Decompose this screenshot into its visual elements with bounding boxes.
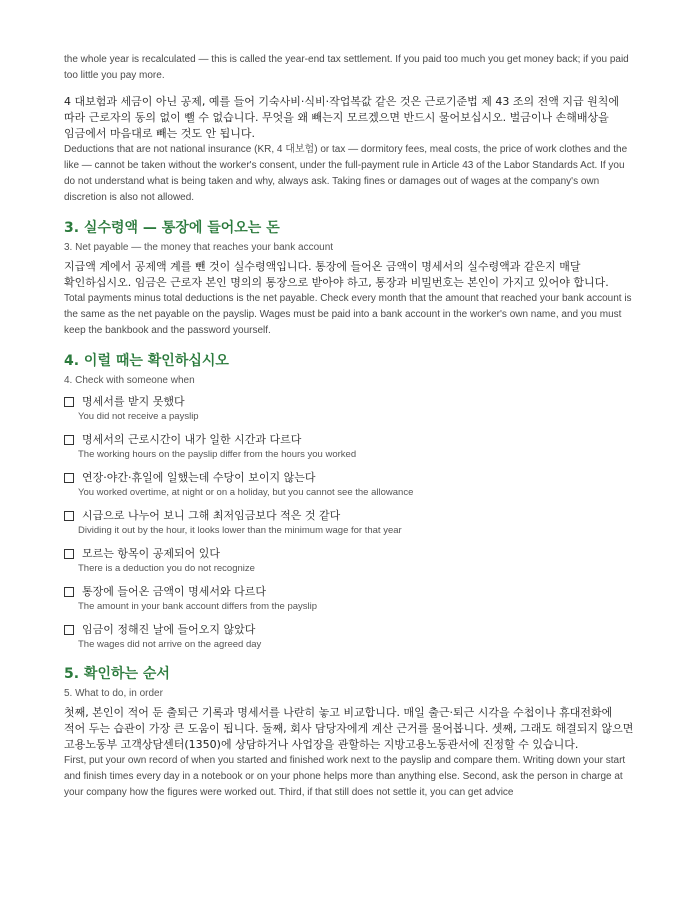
checklist-item-en: The working hours on the payslip differ from the hours you worked <box>78 449 357 460</box>
checkbox-icon[interactable] <box>64 397 74 407</box>
checklist-item-en: There is a deduction you do not recognize <box>78 563 255 574</box>
checklist-item <box>64 546 634 576</box>
checklist-item <box>64 432 634 462</box>
section-3-paragraph-ko: 지급액 계에서 공제액 계를 뺀 것이 실수령액입니다. 통장에 들어온 금액이 명세서의 실수령액과 같은지 매달 확인하십시오. 임금은 근로자 본인 명의의 통장으로 받아야 하고, 통장과 비밀번호는 본인이 가지고 있어야 합니다. <box>64 260 609 289</box>
section-3-title: 3. 실수령액 — 통장에 들어오는 돈 <box>64 220 280 236</box>
checkbox-icon[interactable] <box>64 473 74 483</box>
checklist-item-en: You did not receive a payslip <box>78 411 199 422</box>
checklist-item <box>64 394 634 424</box>
checkbox-icon[interactable] <box>64 435 74 445</box>
section-5-paragraph-ko: 첫째, 본인이 적어 둔 출퇴근 기록과 명세서를 나란히 놓고 비교합니다. 매일 출근·퇴근 시각을 수첩이나 휴대전화에 적어 두는 습관이 가장 큰 도움이 됩니다. 둘째, 회사 담당자에게 계산 근거를 물어봅니다. 셋째, 그래도 해결되지 않으면 고용노동부 고객상담센터(1350)에 상담하거나 사업장을 관할하는 지방고용노동관서에 진정할 수 있습니다. <box>64 706 634 751</box>
checklist-item <box>64 508 634 538</box>
intro-paragraph-en: the whole year is recalculated — this is called the year-end tax settlement. If you paid too much you get money back; if you paid too little you pay more. <box>64 54 629 81</box>
checklist-item-ko: 연장·야간·휴일에 일했는데 수당이 보이지 않는다 <box>82 471 316 484</box>
checklist-item-ko: 시급으로 나누어 보니 그해 최저임금보다 적은 것 같다 <box>82 509 341 522</box>
checklist-item-ko: 임금이 정해진 날에 들어오지 않았다 <box>82 623 256 636</box>
checklist-item <box>64 622 634 652</box>
section-5-subtitle: 5. What to do, in order <box>64 688 163 699</box>
checklist-item-en: The amount in your bank account differs from the payslip <box>78 601 318 612</box>
document-page <box>64 52 634 801</box>
deductions-paragraph-ko: 4 대보험과 세금이 아닌 공제, 예를 들어 기숙사비·식비·작업복값 같은 것은 근로기준법 제 43 조의 전액 지급 원칙에 따라 근로자의 동의 없이 뺄 수 없습니다. 무엇을 왜 빼는지 모르겠으면 반드시 물어보십시오. 벌금이나 손해배상을 임금에서 마음대로 빼는 것도 안 됩니다. <box>64 95 619 140</box>
section-3-paragraph-en: Total payments minus total deductions is the net payable. Check every month that the amount that reached your bank account is the same as the net payable on the payslip. Wages must be paid into a bank account in the worker's own name, and you must keep the bankbook and the password yourself. <box>64 293 632 336</box>
checkbox-icon[interactable] <box>64 625 74 635</box>
section-check-when <box>64 351 634 652</box>
checklist-item <box>64 584 634 614</box>
section-5-paragraph-en: First, put your own record of when you started and finished work next to the payslip and compare them. Writing down your start and finish times every day in a notebook or on your phone helps more than anything else. Second, ask the person in charge at your company how the figures were worked out. Third, if that still does not settle it, you can get advice <box>64 755 626 798</box>
checklist-item-en: Dividing it out by the hour, it looks lower than the minimum wage for that year <box>78 525 402 536</box>
checklist-item-en: You worked overtime, at night or on a holiday, but you cannot see the allowance <box>78 487 414 498</box>
checklist-item-en: The wages did not arrive on the agreed day <box>78 639 262 650</box>
checklist-item-ko: 통장에 들어온 금액이 명세서와 다르다 <box>82 585 267 598</box>
checklist-item <box>64 470 634 500</box>
section-3-subtitle: 3. Net payable — the money that reaches your bank account <box>64 242 334 253</box>
checkbox-icon[interactable] <box>64 587 74 597</box>
checklist-item-ko: 모르는 항목이 공제되어 있다 <box>82 547 221 560</box>
checklist <box>64 394 634 652</box>
section-4-subtitle: 4. Check with someone when <box>64 375 195 386</box>
section-4-title: 4. 이럴 때는 확인하십시오 <box>64 353 229 369</box>
section-5-title: 5. 확인하는 순서 <box>64 666 170 682</box>
section-what-to-do <box>64 664 634 801</box>
checklist-item-ko: 명세서의 근로시간이 내가 일한 시간과 다르다 <box>82 433 302 446</box>
checkbox-icon[interactable] <box>64 511 74 521</box>
section-net-payable <box>64 218 634 339</box>
checklist-item-ko: 명세서를 받지 못했다 <box>82 395 185 408</box>
deductions-paragraph-en: Deductions that are not national insurance (KR, 4 대보험) or tax — dormitory fees, meal costs, the price of work clothes and the like — cannot be taken without the worker's consent, under the full-payment rule in Article 43 of the Labor Standards Act. If you do not understand what is being taken and why, always ask. Taking fines or damages out of wages at the company's own discretion is also not allowed. <box>64 144 628 203</box>
checkbox-icon[interactable] <box>64 549 74 559</box>
